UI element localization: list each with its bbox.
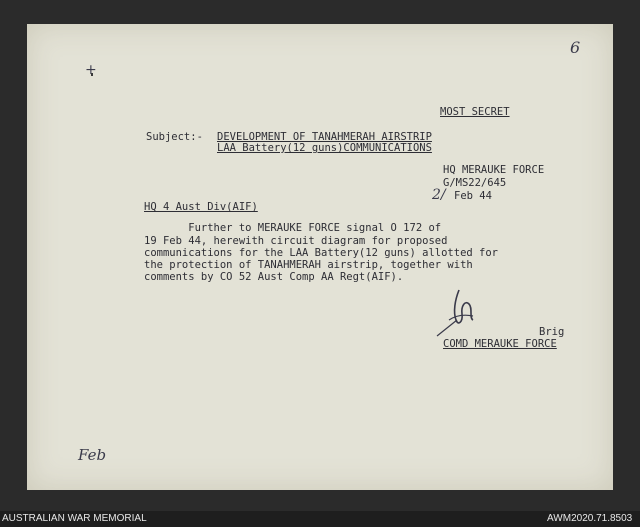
reference-unit: HQ MERAUKE FORCE xyxy=(443,164,545,176)
footer-accession-number: AWM2020.71.8503 xyxy=(547,513,633,524)
signatory-title: COMD MERAUKE FORCE xyxy=(443,338,557,350)
body-line: Further to MERAUKE FORCE signal O 172 of xyxy=(144,222,442,234)
signatory-rank: Brig xyxy=(539,326,565,338)
addressee: HQ 4 Aust Div(AIF) xyxy=(144,201,258,213)
reference-date: Feb 44 xyxy=(454,190,492,202)
body-line: the protection of TANAHMERAH airstrip, together with xyxy=(144,259,473,271)
margin-mark: + xyxy=(85,62,97,78)
classification: MOST SECRET xyxy=(440,106,510,118)
subject-line-2: LAA Battery(12 guns)COMMUNICATIONS xyxy=(217,142,432,154)
handwritten-note: Feb xyxy=(78,446,107,464)
footer-credit: AUSTRALIAN WAR MEMORIAL xyxy=(2,513,147,524)
handwritten-signature xyxy=(429,286,489,340)
reference-number: G/MS22/645 xyxy=(443,177,507,189)
body-line: 19 Feb 44, herewith circuit diagram for proposed xyxy=(144,235,448,247)
subject-line-1: DEVELOPMENT OF TANAHMERAH AIRSTRIP xyxy=(217,131,432,143)
reference-day: 2/ xyxy=(432,187,446,203)
subject-label: Subject:- xyxy=(146,131,203,143)
body-line: communications for the LAA Battery(12 guns) allotted for xyxy=(144,247,499,259)
document-page xyxy=(27,24,613,490)
body-line: comments by CO 52 Aust Comp AA Regt(AIF). xyxy=(144,271,404,283)
page-number: 6 xyxy=(570,38,581,57)
